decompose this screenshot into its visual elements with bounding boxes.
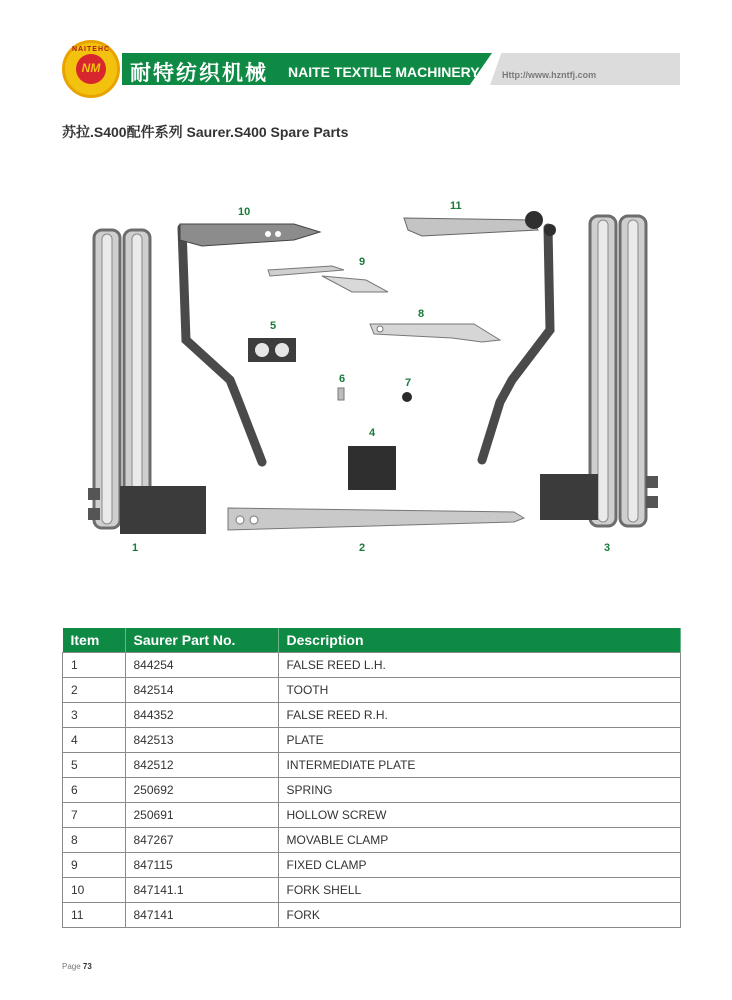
page-header <box>0 0 732 110</box>
table-row <box>63 903 681 928</box>
cell-item: 1 <box>63 653 126 678</box>
part-intermediate-plate <box>248 338 296 362</box>
label-part-5: 5 <box>270 320 277 332</box>
table-row <box>63 853 681 878</box>
cell-item: 5 <box>63 753 126 778</box>
label-part-11: 11 <box>450 200 462 212</box>
part-tooth <box>228 508 524 530</box>
label-part-8: 8 <box>418 308 425 320</box>
cell-part-no: 842513 <box>125 728 278 753</box>
cell-item: 6 <box>63 778 126 803</box>
part-hollow-screw <box>402 392 412 402</box>
cell-item: 11 <box>63 903 126 928</box>
label-part-6: 6 <box>339 373 346 385</box>
table-row <box>63 703 681 728</box>
company-name-en: NAITE TEXTILE MACHINERY <box>288 64 480 80</box>
website-url[interactable]: Http://www.hzntfj.com <box>502 70 597 80</box>
cell-part-no: 844254 <box>125 653 278 678</box>
cell-item: 10 <box>63 878 126 903</box>
company-name-cn: 耐特纺织机械 <box>130 61 268 85</box>
table-row <box>63 803 681 828</box>
table-row <box>63 653 681 678</box>
cell-part-no: 847141 <box>125 903 278 928</box>
cell-item: 3 <box>63 703 126 728</box>
col-header-part-no: Saurer Part No. <box>125 628 278 653</box>
cell-description: FALSE REED R.H. <box>278 703 681 728</box>
cell-description: HOLLOW SCREW <box>278 803 681 828</box>
company-logo <box>62 40 120 98</box>
cell-description: FORK SHELL <box>278 878 681 903</box>
table-row <box>63 778 681 803</box>
table-row <box>63 878 681 903</box>
cell-part-no: 847267 <box>125 828 278 853</box>
cell-item: 7 <box>63 803 126 828</box>
cell-description: FORK <box>278 903 681 928</box>
table-row <box>63 728 681 753</box>
cell-part-no: 847141.1 <box>125 878 278 903</box>
cell-description: SPRING <box>278 778 681 803</box>
label-part-7: 7 <box>405 377 412 389</box>
logo-ring-text: NAITEHC <box>71 46 111 53</box>
parts-figure <box>62 190 682 570</box>
table-row <box>63 828 681 853</box>
cell-part-no: 250692 <box>125 778 278 803</box>
label-part-3: 3 <box>604 542 611 554</box>
part-movable-clamp <box>370 324 500 342</box>
cell-item: 9 <box>63 853 126 878</box>
label-part-2: 2 <box>359 542 366 554</box>
label-part-10: 10 <box>238 206 251 218</box>
page-number: 73 <box>82 962 92 971</box>
page-title: 苏拉.S400配件系列 Saurer.S400 Spare Parts <box>62 124 349 140</box>
part-false-reed-rh <box>540 216 658 526</box>
cell-part-no: 842512 <box>125 753 278 778</box>
table-header-row <box>63 628 681 653</box>
col-header-item: Item <box>63 628 126 653</box>
url-bar <box>490 53 680 85</box>
cell-item: 4 <box>63 728 126 753</box>
part-spring <box>338 388 344 400</box>
label-part-4: 4 <box>369 427 376 439</box>
cell-description: MOVABLE CLAMP <box>278 828 681 853</box>
label-part-1: 1 <box>132 542 139 554</box>
part-fixed-clamp <box>268 266 388 292</box>
cell-part-no: 842514 <box>125 678 278 703</box>
table-row <box>63 678 681 703</box>
logo-monogram: NM <box>81 61 101 75</box>
cell-part-no: 250691 <box>125 803 278 828</box>
page-footer <box>62 962 92 971</box>
cell-part-no: 844352 <box>125 703 278 728</box>
parts-illustration <box>62 190 682 570</box>
logo-emblem <box>76 54 106 84</box>
cell-description: TOOTH <box>278 678 681 703</box>
col-header-description: Description <box>278 628 681 653</box>
cell-part-no: 847115 <box>125 853 278 878</box>
part-plate <box>348 446 396 490</box>
page-label: Page <box>62 962 81 971</box>
parts-table <box>62 628 681 928</box>
part-false-reed-lh <box>88 230 206 534</box>
cell-description: FALSE REED L.H. <box>278 653 681 678</box>
label-part-9: 9 <box>359 256 366 268</box>
cell-item: 2 <box>63 678 126 703</box>
cell-description: INTERMEDIATE PLATE <box>278 753 681 778</box>
cell-description: PLATE <box>278 728 681 753</box>
table-row <box>63 753 681 778</box>
cell-item: 8 <box>63 828 126 853</box>
cell-description: FIXED CLAMP <box>278 853 681 878</box>
